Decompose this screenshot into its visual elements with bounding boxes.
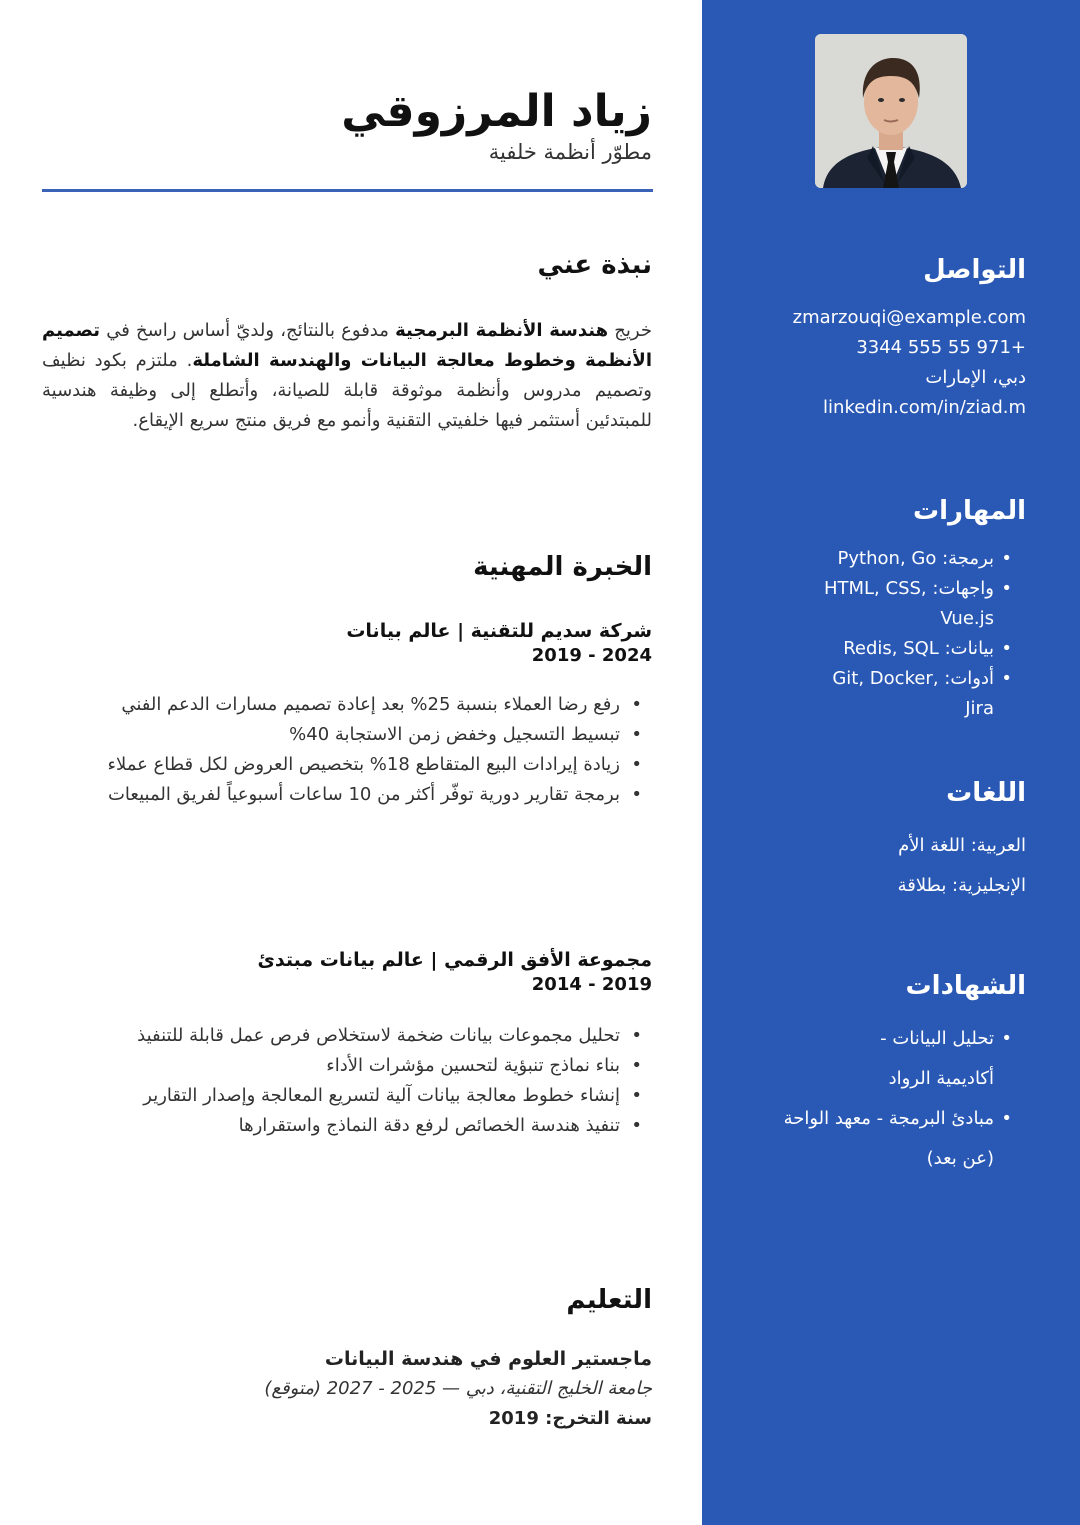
contact-location: دبي، الإمارات [925,367,1026,388]
graduation-year: 2019 [488,1408,546,1429]
summary-text [42,316,652,436]
summary-part: خريج [608,320,652,341]
person-role: مطوّر أنظمة خلفية [488,140,652,164]
languages-section [746,778,1026,906]
job-bullet: • إنشاء خطوط معالجة بيانات آلية لتسريع المعالجة وإصدار التقارير [72,1081,620,1111]
summary-part: . ملتزم بكود نظيف وتصميم مدروس وأنظمة موثوقة قابلة للصيانة، وأتطلع إلى وظيفة هندسية للمبتدئين أستثمر فيها خلفيتي التقنية وأنمو مع فريق منتج سريع الإيقاع. [42,350,652,431]
skill-item: • واجهات: HTML, CSS, Vue.js [746,574,1026,634]
education-title: التعليم [566,1285,652,1315]
sidebar [702,0,1080,1525]
education-school: جامعة الخليج التقنية، دبي — 2025 - 2027 (متوقع) [264,1378,652,1399]
job-bullets [72,1021,620,1141]
summary-highlight: تصميم الأنظمة وخطوط معالجة البيانات والهندسة الشاملة [42,320,652,371]
education-graduation [489,1408,652,1429]
contact-email[interactable]: zmarzouqi@example.com [792,307,1026,328]
job-bullet: • برمجة تقارير دورية توفّر أكثر من 10 ساعات أسبوعياً لفريق المبيعات [72,780,620,810]
certificate-item: • تحليل البيانات - أكاديمية الرواد [746,1019,1026,1099]
skill-item: • برمجة: Python, Go [746,544,1026,574]
contact-phone[interactable]: 3344 555 55 971+ [856,337,1026,358]
certificates-title: الشهادات [905,971,1026,1001]
job-bullets [72,690,620,810]
education-degree: ماجستير العلوم في هندسة البيانات [324,1348,652,1370]
skill-item: • بيانات: Redis, SQL [746,634,1026,664]
contact-section [746,255,1026,423]
job-heading: شركة سديم للتقنية | عالم بيانات [346,620,652,642]
avatar [815,34,967,188]
contact-linkedin[interactable]: linkedin.com/in/ziad.m [823,397,1026,418]
languages-title: اللغات [946,778,1026,808]
contact-title: التواصل [923,255,1026,285]
header-divider [42,189,653,192]
skills-title: المهارات [912,496,1026,526]
skills-list [746,544,1026,724]
language-item: الإنجليزية: بطلاقة [897,875,1026,896]
summary-part: مدفوع بالنتائج، ولديّ أساس راسخ في [100,320,396,341]
job-bullet: • تنفيذ هندسة الخصائص لرفع دقة النماذج واستقرارها [72,1111,620,1141]
job-bullet: • تبسيط التسجيل وخفض زمن الاستجابة 40% [72,720,620,750]
language-item: العربية: اللغة الأم [898,835,1026,856]
skills-section [746,496,1026,724]
graduation-label: سنة التخرج: [545,1408,652,1429]
skill-item: • أدوات: Git, Docker, Jira [746,664,1026,724]
job-bullet: • تحليل مجموعات بيانات ضخمة لاستخلاص فرص عمل قابلة للتنفيذ [72,1021,620,1051]
certificate-item: • مبادئ البرمجة - معهد الواحة (عن بعد) [746,1099,1026,1179]
certificates-list [746,1019,1026,1179]
summary-title: نبذة عني [537,250,652,280]
profile-photo [815,34,967,188]
job-bullet: • رفع رضا العملاء بنسبة 25% بعد إعادة تصميم مسارات الدعم الفني [72,690,620,720]
experience-title: الخبرة المهنية [473,552,652,582]
job-dates: 2024 - 2019 [531,645,652,666]
certificates-section [746,971,1026,1179]
job-dates: 2019 - 2014 [531,974,652,995]
job-bullet: • زيادة إيرادات البيع المتقاطع 18% بتخصيص العروض لكل قطاع عملاء [72,750,620,780]
job-bullet: • بناء نماذج تنبؤية لتحسين مؤشرات الأداء [72,1051,620,1081]
job-heading: مجموعة الأفق الرقمي | عالم بيانات مبتدئ [257,949,652,971]
summary-highlight: هندسة الأنظمة البرمجية [395,320,609,341]
person-name: زياد المرزوقي [341,86,652,137]
